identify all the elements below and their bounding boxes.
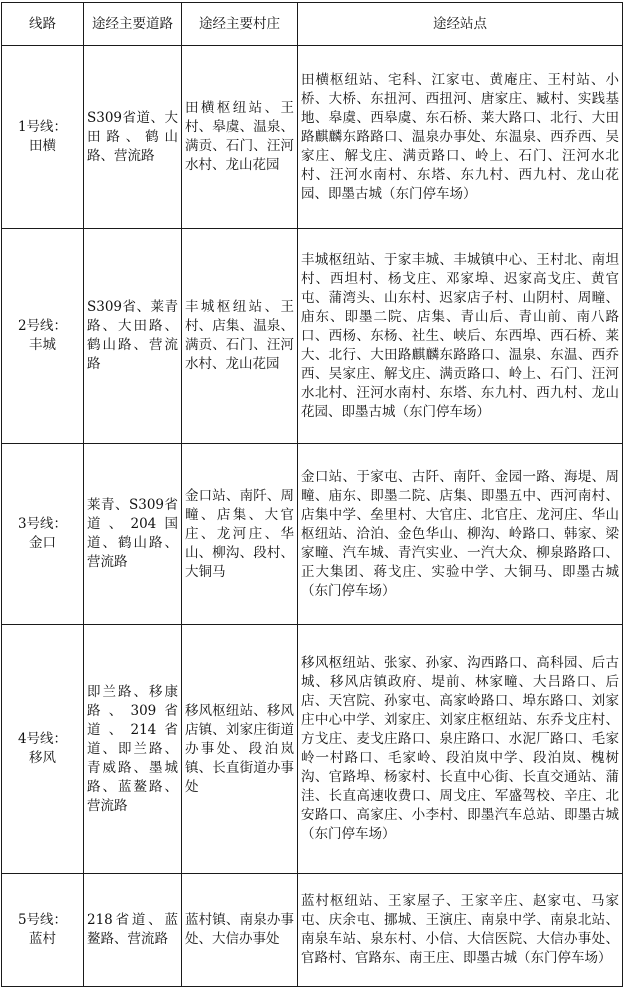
line-number: 2号线： (17, 318, 68, 334)
stops-cell: 田横枢纽站、宅科、江家屯、黄庵庄、王村站、小桥、大桥、东扭河、西扭河、唐家庄、臧村、实践基地、皋虞、西皋虞、东石桥、莱大路口、北行、大田路麒麟东路路口、温泉办事处、东温泉、西乔西、吴家庄、解戈庄、满贡路口、岭上、石门、汪河水北村、汪河水南村、东塔、东九村、西九村、龙山花园、即墨古城（东门停车场） (298, 46, 623, 229)
line-number: 4号线： (17, 731, 68, 747)
roads-cell: S309省道、大田路、鹤山路、营流路 (84, 46, 182, 229)
villages-cell: 金口站、南阡、周疃、店集、大官庄、龙河庄、华山、柳沟、段村、大铜马 (182, 444, 298, 625)
line-name: 丰城 (29, 337, 56, 353)
header-line: 线路 (2, 3, 84, 46)
table-row (2, 46, 623, 229)
line-cell (2, 444, 84, 625)
villages-cell: 丰城枢纽站、王村、店集、温泉、满贡、石门、汪河水村、龙山花园 (182, 229, 298, 444)
table-row (2, 874, 623, 987)
villages-cell: 田横枢纽站、王村、皋虞、温泉、满贡、石门、汪河水村、龙山花园 (182, 46, 298, 229)
stops-cell: 丰城枢纽站、于家丰城、丰城镇中心、王村北、南坦村、西坦村、杨戈庄、邓家埠、迟家高戈庄、黄官屯、蒲湾头、山东村、迟家店子村、山阴村、周疃、庙东、即墨二院、店集、青山后、青山前、南八路口、西杨、东杨、社生、峡后、东西埠、西石桥、莱大、北行、大田路麒麟东路路口、温泉、东温、西乔西、吴家庄、解戈庄、满贡路口、岭上、石门、汪河水北村、汪河水南村、东塔、东九村、西九村、龙山花园、即墨古城（东门停车场） (298, 229, 623, 444)
line-name: 移风 (29, 750, 56, 766)
line-name: 金口 (29, 535, 56, 551)
line-name: 田横 (29, 138, 56, 154)
villages-cell: 蓝村镇、南泉办事处、大信办事处 (182, 874, 298, 987)
table-row (2, 229, 623, 444)
roads-cell: 莱青、S309省道、204国道、鹤山路、营流路 (84, 444, 182, 625)
stops-cell: 蓝村枢纽站、王家屋子、王家辛庄、赵家屯、马家屯、庆余屯、挪城、王演庄、南泉中学、南泉北站、南泉车站、泉东村、小信、大信医院、大信办事处、官路村、官路东、南王庄、即墨古城（东门停车场） (298, 874, 623, 987)
stops-cell: 移风枢纽站、张家、孙家、沟西路口、高科园、后古城、移风店镇政府、堤前、林家疃、大吕路口、后店、天宫院、孙家屯、高家岭路口、埠东路口、刘家庄中心中学、刘家庄、刘家庄枢纽站、东乔戈庄村、方戈庄、麦戈庄路口、泉庄路口、水泥厂路口、毛家岭一村路口、毛家岭、段泊岚中学、段泊岚、槐树沟、官路埠、杨家村、长直中心街、长直交通站、蒲洼、长直高速收费口、周戈庄、军盛驾校、辛庄、北安路口、高家庄、小李村、即墨汽车总站、即墨古城（东门停车场） (298, 625, 623, 874)
roads-cell: S309省、莱青路、大田路、鹤山路、营流路 (84, 229, 182, 444)
stops-cell: 金口站、于家屯、古阡、南阡、金园一路、海堤、周疃、庙东、即墨二院、店集、即墨五中、西河南村、店集中学、垒里村、大官庄、北官庄、龙河庄、华山枢纽站、洽泊、金色华山、柳沟、岭路口、韩家、梁家疃、汽车城、青汽实业、一汽大众、柳泉路路口、正大集团、蒋戈庄、实验中学、大铜马、即墨古城（东门停车场） (298, 444, 623, 625)
header-roads: 途经主要道路 (84, 3, 182, 46)
line-number: 3号线： (17, 516, 68, 532)
roads-cell: 218省道、蓝鳌路、营流路 (84, 874, 182, 987)
line-cell (2, 46, 84, 229)
roads-cell: 即兰路、移康路、309省道、214省道、即兰路、青威路、墨城路、蓝鳌路、营流路 (84, 625, 182, 874)
header-villages: 途经主要村庄 (182, 3, 298, 46)
table-row (2, 444, 623, 625)
table-row (2, 625, 623, 874)
line-name: 蓝村 (29, 931, 56, 947)
line-cell (2, 874, 84, 987)
line-cell (2, 229, 84, 444)
header-stops: 途经站点 (298, 3, 623, 46)
villages-cell: 移风枢纽站、移风店镇、刘家庄街道办事处、段泊岚镇、长直街道办事处 (182, 625, 298, 874)
bus-route-table (1, 2, 623, 987)
table-header-row (2, 3, 623, 46)
line-cell (2, 625, 84, 874)
line-number: 1号线： (17, 119, 68, 135)
line-number: 5号线： (17, 912, 68, 928)
